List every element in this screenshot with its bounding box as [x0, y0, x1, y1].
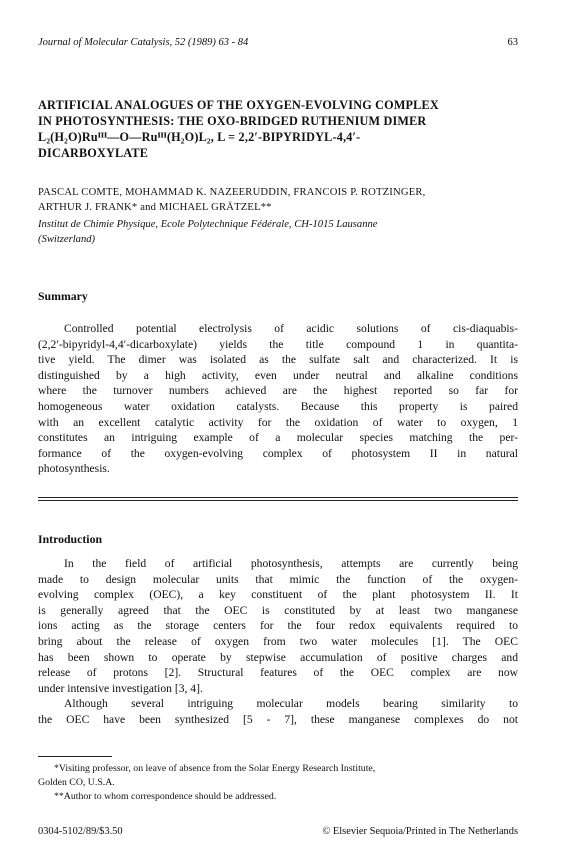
author-list: [38, 186, 518, 215]
publisher-notice: © Elsevier Sequoia/Printed in The Netherlands: [322, 826, 518, 837]
intro-line: the OEC have been synthesized [5 - 7], these manganese complexes do not: [38, 712, 518, 726]
intro-line: release of protons [2]. Structural features of the OEC complex are now: [38, 666, 518, 680]
summary-line: Controlled potential electrolysis of acidic solutions of cis-diaquabis-: [64, 322, 518, 335]
footnotes: [38, 762, 518, 804]
title-line: ARTIFICIAL ANALOGUES OF THE OXYGEN-EVOLVING COMPLEX: [38, 98, 439, 112]
page-footer: [38, 826, 518, 837]
summary-heading: Summary: [38, 289, 88, 303]
introduction-paragraph: [38, 556, 518, 728]
summary-line: formance of the oxygen-evolving complex of photosystem II in natural: [38, 446, 518, 460]
title-line: L₂(H₂O)Ruᴵᴵᴵ—O—Ruᴵᴵᴵ(H₂O)L₂, L = 2,2′-BIPYRIDYL-4,4′-: [38, 130, 361, 144]
summary-line: with an excellent catalytic activity for the oxidation of water to oxygen, 1: [38, 415, 518, 429]
introduction-heading: Introduction: [38, 532, 103, 546]
issn-price: 0304-5102/89/$3.50: [38, 826, 123, 837]
intro-line: bring about the release of oxygen from two water molecules [1]. The OEC: [38, 634, 518, 648]
affiliation: [38, 218, 518, 247]
summary-line: distinguished by a high activity, even under neutral and alkaline conditions: [38, 368, 518, 382]
intro-line: made to design molecular units that mimic the function of the oxygen-: [38, 572, 518, 586]
authors-line: PASCAL COMTE, MOHAMMAD K. NAZEERUDDIN, FRANCOIS P. ROTZINGER,: [38, 187, 426, 198]
affiliation-line: Institut de Chimie Physique, Ecole Polytechnique Fédérale, CH-1015 Lausanne: [38, 219, 378, 230]
footnote-line: *Visiting professor, on leave of absence from the Solar Energy Research Institute,: [54, 763, 376, 774]
summary-line: homogeneous water oxidation catalysts. Because this property is paired: [38, 399, 518, 413]
intro-line: Although several intriguing molecular models bearing similarity to: [64, 697, 518, 711]
summary-line: (2,2′-bipyridyl-4,4′-dicarboxylate) yields the title compound 1 in quantita-: [38, 337, 518, 351]
summary-divider: [38, 500, 518, 501]
summary-line: where the turnover numbers achieved are the highest reported so far for: [38, 384, 518, 398]
affiliation-line: (Switzerland): [38, 233, 96, 245]
summary-line: photosynthesis.: [38, 462, 110, 476]
page-number: 63: [507, 37, 518, 48]
article-title: [38, 97, 518, 161]
journal-citation: Journal of Molecular Catalysis, 52 (1989) 63 - 84: [38, 37, 249, 48]
intro-line: In the field of artificial photosynthesis, attempts are currently being: [64, 557, 518, 570]
intro-line: under intensive investigation [3, 4].: [38, 681, 203, 695]
intro-line: has been shown to operate by stepwise accumulation of positive charges and: [38, 650, 518, 664]
title-line: DICARBOXYLATE: [38, 146, 149, 160]
summary-line: constitutes an intriguing example of a molecular species matching the per-: [38, 431, 518, 445]
intro-line: ions acting as the storage centers for the four redox equivalents required to: [38, 619, 518, 633]
authors-line: ARTHUR J. FRANK* and MICHAEL GRÄTZEL**: [38, 201, 272, 213]
title-line: IN PHOTOSYNTHESIS: THE OXO-BRIDGED RUTHENIUM DIMER: [38, 114, 427, 128]
footnote-line: Golden CO, U.S.A.: [38, 777, 115, 788]
footnote-line: **Author to whom correspondence should be addressed.: [54, 791, 277, 802]
summary-paragraph: [38, 321, 518, 477]
page-header: [38, 37, 518, 48]
intro-line: is generally agreed that the OEC is constituted by at least two manganese: [38, 603, 518, 617]
summary-line: tive yield. The dimer was isolated as the sulfate salt and characterized. It is: [38, 353, 518, 367]
footnote-divider: [38, 756, 112, 757]
intro-line: evolving complex (OEC), a key constituent of the plant photosystem II. It: [38, 588, 518, 602]
summary-divider: [38, 497, 518, 498]
